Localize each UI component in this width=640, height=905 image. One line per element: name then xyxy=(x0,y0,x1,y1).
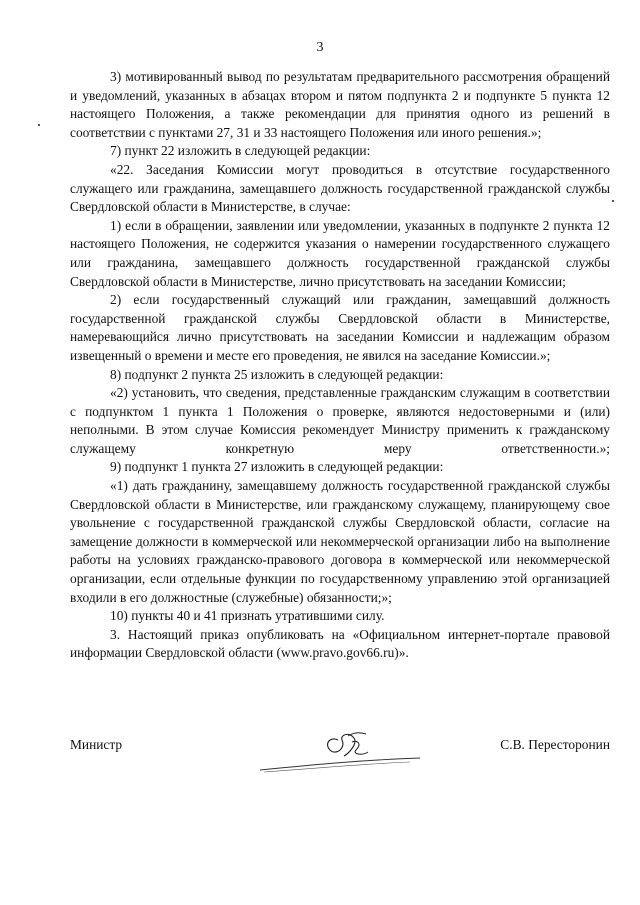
handwritten-signature xyxy=(250,726,430,786)
paragraph-item-10: 10) пункты 40 и 41 признать утратившими силу. xyxy=(110,608,385,624)
scan-speck xyxy=(38,124,40,126)
document-body xyxy=(70,68,610,663)
paragraph-item-3: 3) мотивированный вывод по результатам предварительного рассмотрения обращений и уведомлений, указанных в абзацах втором и пятом подпункта 2 и подпункте 5 пункта 12 настоящего Положения, а также рекомендации для принятия одного из решений в соответствии с пунктами 27, 31 и 33 настоящего Положения или иного решения.»; xyxy=(70,69,610,140)
paragraph-clause-22-1: 1) если в обращении, заявлении или уведомлении, указанных в подпункте 2 пункта 12 настоящего Положения, не содержится указания о намерении государственного служащего или гражданина, замещавшего должность государственной гражданской службы Свердловской области в Министерстве, лично присутствовать на заседании Комиссии; xyxy=(70,217,610,289)
paragraph-clause-22-2: 2) если государственный служащий или гражданин, замещавший должность государственной гражданской службы Свердловской области в Министерстве, намеревающийся лично присутствовать на заседании Комиссии и надлежащим образом извещенный о времени и месте его проведения, не явился на заседание Комиссии.»; xyxy=(70,292,610,363)
signature-block xyxy=(70,736,610,796)
paragraph-item-9: 9) подпункт 1 пункта 27 изложить в следующей редакции: xyxy=(110,459,444,475)
signatory-name: С.В. Пересторонин xyxy=(500,737,610,752)
paragraph-clause-22: «22. Заседания Комиссии могут проводиться в отсутствие государственного служащего или гражданина, замещавшего должность государственной гражданской службы Свердловской области в Министерстве, в случае: xyxy=(70,161,610,215)
paragraph-item-7: 7) пункт 22 изложить в следующей редакции: xyxy=(110,143,371,159)
paragraph-publication: 3. Настоящий приказ опубликовать на «Официальном интернет-портале правовой информации Свердловской области (www.pravo.gov66.ru)». xyxy=(70,626,610,661)
paragraph-clause-27-1: «1) дать гражданину, замещавшему должность государственной гражданской службы Свердловской области в Министерстве, или гражданскому служащему, планирующему свое увольнение с государственной гражданской службы Свердловской области, согласие на замещение должности в коммерческой или некоммерческой организации либо на выполнение работы на условиях гражданско-правового договора в коммерческой или некоммерческой организации, если отдельные функции по государственному управлению этой организацией входили в его должностные (служебные) обязанности;»; xyxy=(70,478,610,605)
page-number: 3 xyxy=(316,40,324,55)
paragraph-item-8: 8) подпункт 2 пункта 25 изложить в следующей редакции: xyxy=(110,366,444,382)
signatory-title: Министр xyxy=(70,737,123,752)
paragraph-clause-25-2: «2) установить, что сведения, представленные гражданским служащим в соответствии с подпунктом 1 пункта 1 Положения о проверке, являются недостоверными и (или) неполными. В этом случае Комиссия рекомендует Министру применить к гражданскому служащему конкретную меру ответственности.»; xyxy=(70,385,610,456)
scan-speck xyxy=(612,200,614,202)
